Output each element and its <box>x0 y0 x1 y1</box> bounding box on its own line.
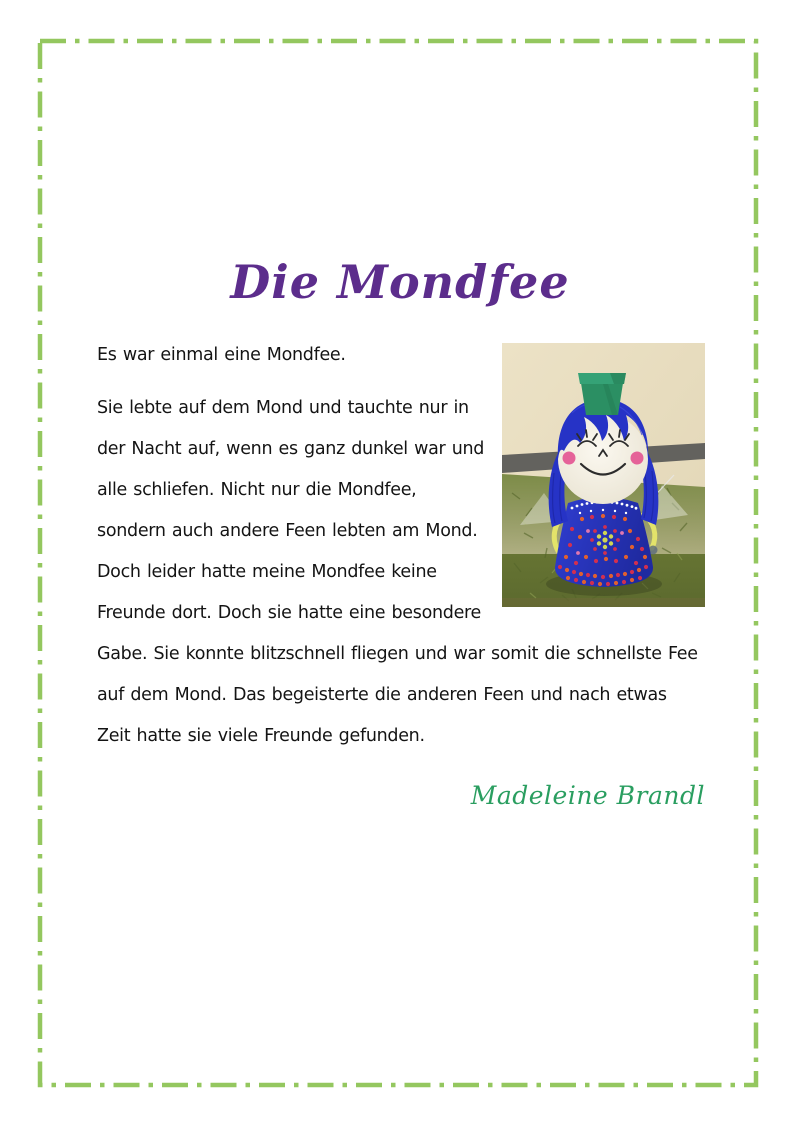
page-title: Die Mondfee <box>230 255 570 309</box>
story-paragraph-2: Sie lebte auf dem Mond und tauchte nur in der Nacht auf, wenn es ganz dunkel war und alle schliefen. Nicht nur die Mondfee, sondern auch andere Feen lebten am Mond. Doch leider hatte meine Mondfee keine Freunde dort. Doch sie hatte eine besondere Gabe. Sie konnte blitzschnell fliegen und war somit die schnellste Fee auf dem Mond. Das begeisterte die anderen Feen und nach etwas Zeit hatte sie viele Freunde gefunden. <box>97 397 698 746</box>
story-paragraph-1: Es war einmal eine Mondfee. <box>97 344 346 365</box>
author-signature: Madeleine Brandl <box>470 780 705 810</box>
